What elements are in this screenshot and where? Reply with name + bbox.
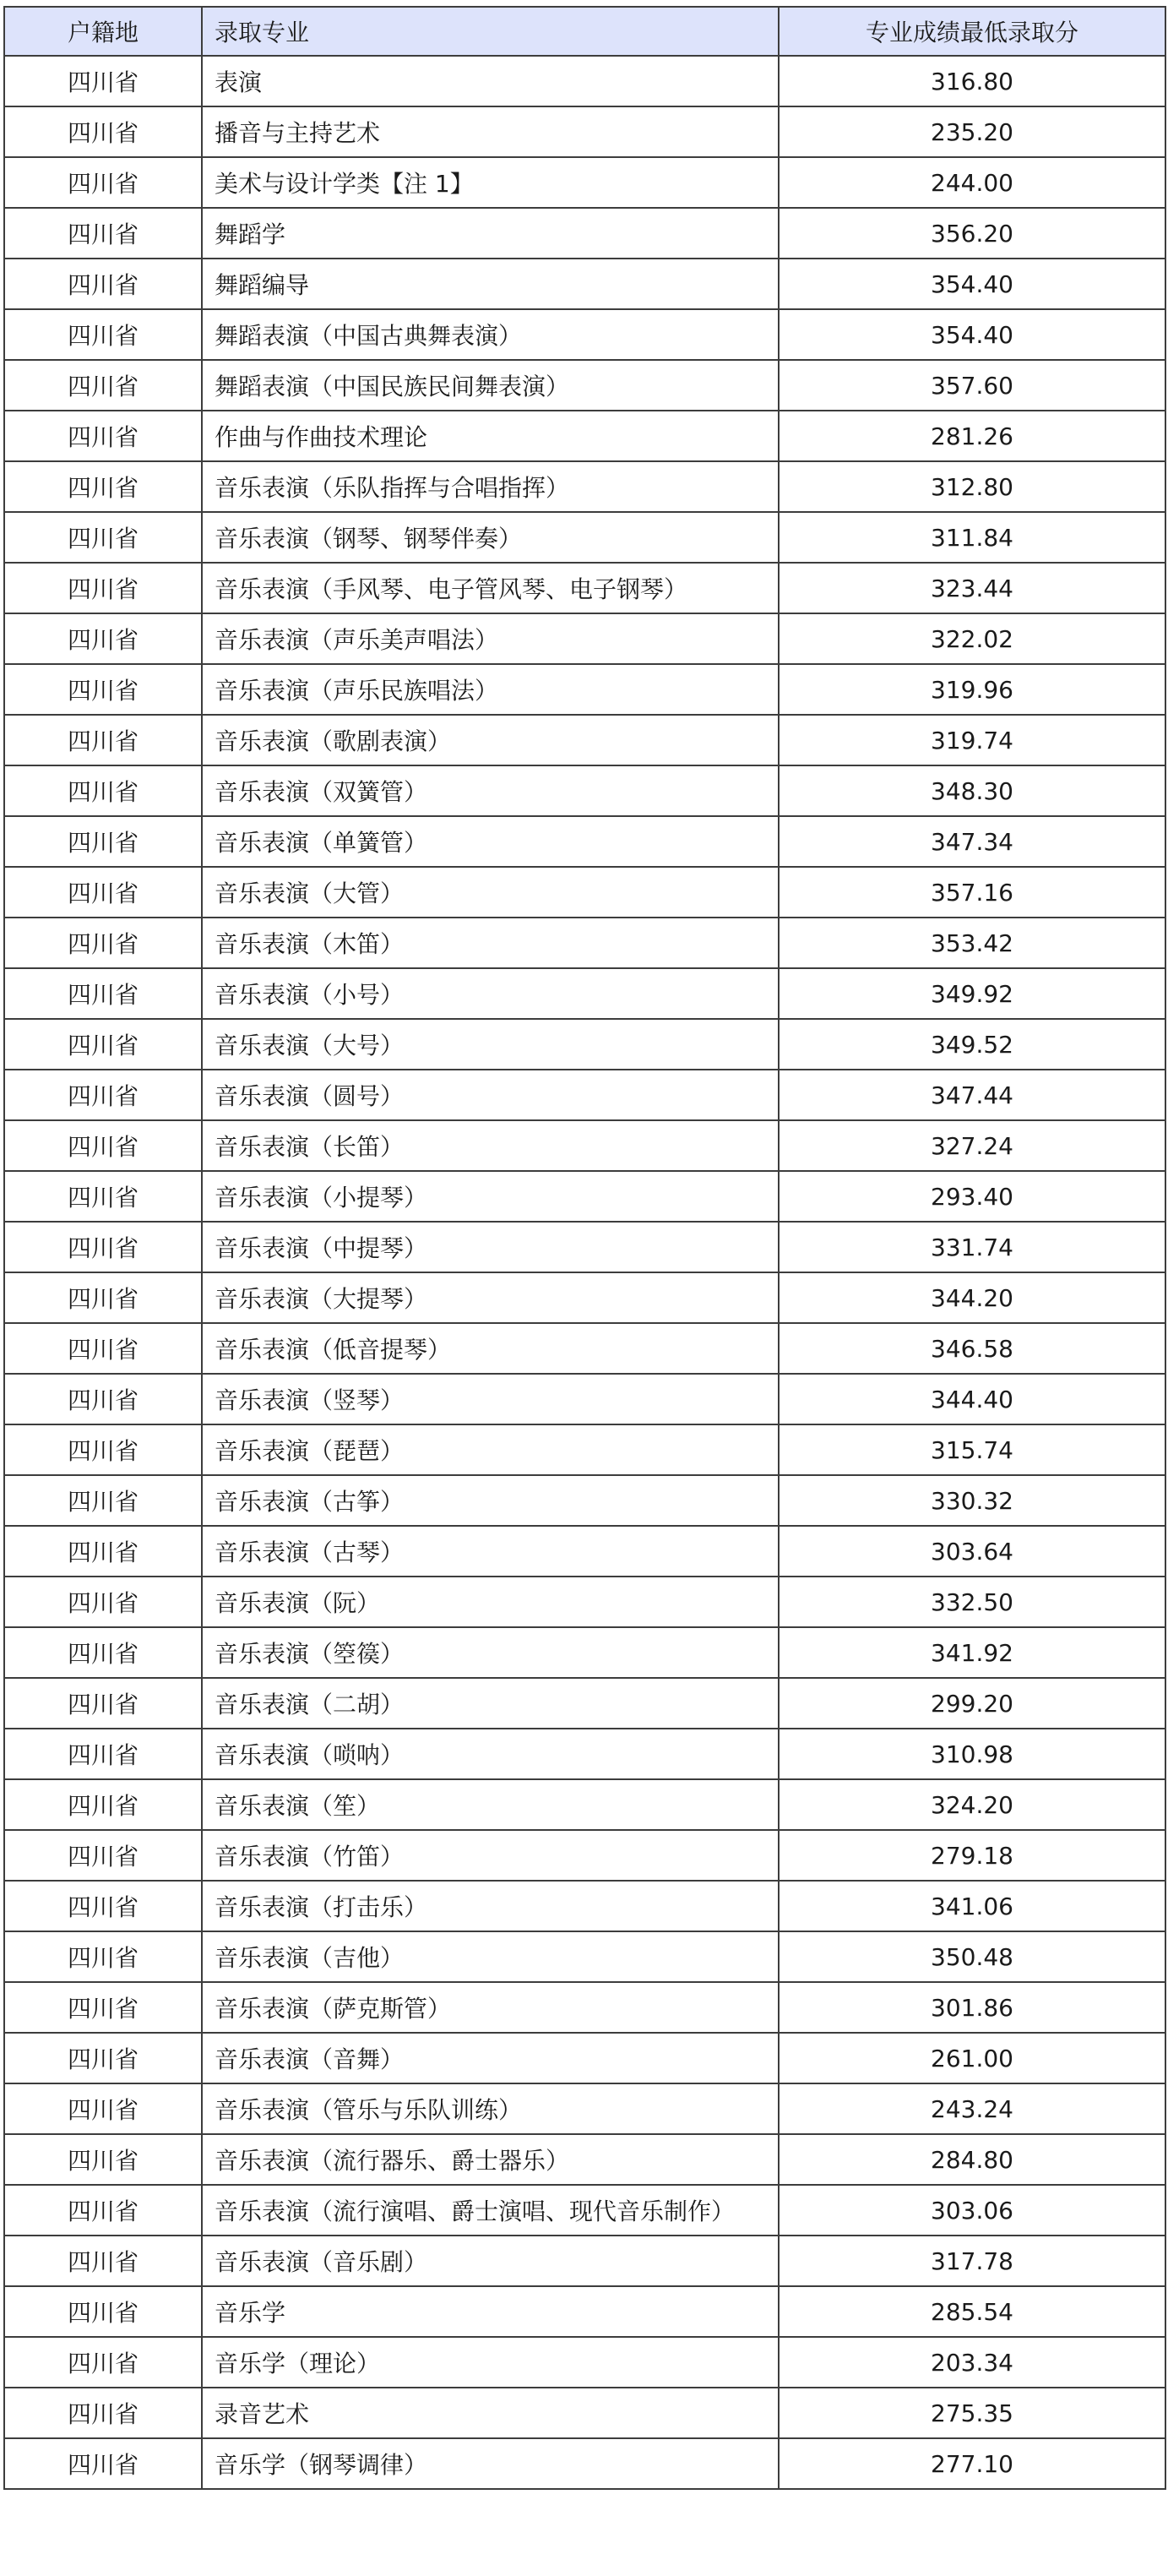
cell-province: 四川省: [4, 106, 202, 157]
cell-major: 音乐表演（钢琴、钢琴伴奏）: [202, 512, 779, 563]
table-row: [4, 1171, 1165, 1222]
cell-province: 四川省: [4, 2337, 202, 2388]
cell-min-score: 357.60: [779, 360, 1165, 411]
table-row: [4, 157, 1165, 208]
cell-province: 四川省: [4, 563, 202, 613]
cell-province: 四川省: [4, 56, 202, 106]
cell-province: 四川省: [4, 1374, 202, 1424]
cell-major: 舞蹈表演（中国民族民间舞表演）: [202, 360, 779, 411]
cell-min-score: 331.74: [779, 1222, 1165, 1272]
table-row: [4, 2134, 1165, 2185]
cell-province: 四川省: [4, 1729, 202, 1779]
cell-major: 音乐表演（萨克斯管）: [202, 1982, 779, 2033]
cell-min-score: 285.54: [779, 2286, 1165, 2337]
cell-min-score: 319.74: [779, 715, 1165, 765]
cell-major: 音乐表演（音乐剧）: [202, 2236, 779, 2286]
cell-province: 四川省: [4, 1171, 202, 1222]
cell-province: 四川省: [4, 360, 202, 411]
table-row: [4, 715, 1165, 765]
table-row: [4, 613, 1165, 664]
cell-major: 音乐表演（箜篌）: [202, 1627, 779, 1678]
table-row: [4, 1678, 1165, 1729]
cell-min-score: 316.80: [779, 56, 1165, 106]
header-row: [4, 7, 1165, 56]
cell-province: 四川省: [4, 1678, 202, 1729]
cell-min-score: 281.26: [779, 411, 1165, 461]
cell-major: 音乐表演（音舞）: [202, 2033, 779, 2083]
cell-province: 四川省: [4, 157, 202, 208]
cell-province: 四川省: [4, 2185, 202, 2236]
cell-province: 四川省: [4, 1272, 202, 1323]
table-row: [4, 309, 1165, 360]
table-row: [4, 2185, 1165, 2236]
cell-min-score: 323.44: [779, 563, 1165, 613]
cell-major: 音乐表演（双簧管）: [202, 765, 779, 816]
table-row: [4, 1881, 1165, 1931]
cell-min-score: 293.40: [779, 1171, 1165, 1222]
cell-province: 四川省: [4, 512, 202, 563]
table-row: [4, 664, 1165, 715]
table-row: [4, 1526, 1165, 1577]
cell-province: 四川省: [4, 259, 202, 309]
cell-min-score: 327.24: [779, 1120, 1165, 1171]
cell-major: 录音艺术: [202, 2388, 779, 2438]
table-body: [4, 56, 1165, 2489]
cell-major: 音乐表演（声乐民族唱法）: [202, 664, 779, 715]
cell-major: 舞蹈编导: [202, 259, 779, 309]
header-province: 户籍地: [4, 7, 202, 56]
cell-province: 四川省: [4, 1019, 202, 1070]
table-row: [4, 867, 1165, 918]
cell-province: 四川省: [4, 1627, 202, 1678]
cell-min-score: 312.80: [779, 461, 1165, 512]
cell-province: 四川省: [4, 2134, 202, 2185]
header-min-score: 专业成绩最低录取分: [779, 7, 1165, 56]
cell-min-score: 330.32: [779, 1475, 1165, 1526]
cell-major: 音乐表演（长笛）: [202, 1120, 779, 1171]
table-row: [4, 512, 1165, 563]
table-row: [4, 816, 1165, 867]
cell-major: 音乐学: [202, 2286, 779, 2337]
cell-min-score: 319.96: [779, 664, 1165, 715]
cell-min-score: 310.98: [779, 1729, 1165, 1779]
cell-min-score: 244.00: [779, 157, 1165, 208]
cell-province: 四川省: [4, 918, 202, 968]
admission-score-sheet: [3, 6, 1165, 2490]
table-row: [4, 2236, 1165, 2286]
cell-min-score: 284.80: [779, 2134, 1165, 2185]
table-row: [4, 1982, 1165, 2033]
table-row: [4, 106, 1165, 157]
cell-major: 音乐表演（单簧管）: [202, 816, 779, 867]
admission-score-table: [3, 6, 1166, 2490]
cell-province: 四川省: [4, 1323, 202, 1374]
cell-major: 音乐表演（琵琶）: [202, 1424, 779, 1475]
table-row: [4, 1424, 1165, 1475]
cell-major: 音乐表演（管乐与乐队训练）: [202, 2083, 779, 2134]
cell-min-score: 332.50: [779, 1577, 1165, 1627]
table-row: [4, 1272, 1165, 1323]
cell-province: 四川省: [4, 816, 202, 867]
cell-province: 四川省: [4, 461, 202, 512]
cell-major: 音乐学（理论）: [202, 2337, 779, 2388]
cell-min-score: 349.92: [779, 968, 1165, 1019]
cell-major: 播音与主持艺术: [202, 106, 779, 157]
cell-min-score: 275.35: [779, 2388, 1165, 2438]
table-row: [4, 2083, 1165, 2134]
cell-min-score: 341.92: [779, 1627, 1165, 1678]
cell-major: 音乐表演（歌剧表演）: [202, 715, 779, 765]
cell-major: 音乐表演（小提琴）: [202, 1171, 779, 1222]
table-row: [4, 56, 1165, 106]
cell-province: 四川省: [4, 664, 202, 715]
cell-major: 音乐表演（二胡）: [202, 1678, 779, 1729]
cell-province: 四川省: [4, 1424, 202, 1475]
cell-major: 表演: [202, 56, 779, 106]
cell-major: 音乐表演（声乐美声唱法）: [202, 613, 779, 664]
table-row: [4, 1627, 1165, 1678]
cell-major: 音乐表演（大管）: [202, 867, 779, 918]
cell-province: 四川省: [4, 2388, 202, 2438]
cell-major: 音乐表演（流行器乐、爵士器乐）: [202, 2134, 779, 2185]
cell-min-score: 348.30: [779, 765, 1165, 816]
cell-province: 四川省: [4, 613, 202, 664]
cell-min-score: 315.74: [779, 1424, 1165, 1475]
cell-province: 四川省: [4, 1577, 202, 1627]
table-row: [4, 259, 1165, 309]
cell-major: 音乐表演（中提琴）: [202, 1222, 779, 1272]
table-row: [4, 1577, 1165, 1627]
table-row: [4, 411, 1165, 461]
cell-province: 四川省: [4, 2438, 202, 2489]
cell-min-score: 299.20: [779, 1678, 1165, 1729]
cell-min-score: 344.40: [779, 1374, 1165, 1424]
table-row: [4, 2337, 1165, 2388]
cell-min-score: 346.58: [779, 1323, 1165, 1374]
cell-min-score: 317.78: [779, 2236, 1165, 2286]
cell-min-score: 303.06: [779, 2185, 1165, 2236]
cell-min-score: 324.20: [779, 1779, 1165, 1830]
cell-province: 四川省: [4, 2083, 202, 2134]
cell-province: 四川省: [4, 1120, 202, 1171]
cell-province: 四川省: [4, 867, 202, 918]
table-row: [4, 1019, 1165, 1070]
cell-major: 音乐表演（手风琴、电子管风琴、电子钢琴）: [202, 563, 779, 613]
cell-province: 四川省: [4, 1881, 202, 1931]
cell-min-score: 356.20: [779, 208, 1165, 259]
cell-province: 四川省: [4, 765, 202, 816]
table-row: [4, 968, 1165, 1019]
cell-min-score: 350.48: [779, 1931, 1165, 1982]
cell-major: 舞蹈学: [202, 208, 779, 259]
cell-major: 音乐表演（乐队指挥与合唱指挥）: [202, 461, 779, 512]
cell-province: 四川省: [4, 968, 202, 1019]
cell-min-score: 311.84: [779, 512, 1165, 563]
cell-major: 音乐表演（流行演唱、爵士演唱、现代音乐制作）: [202, 2185, 779, 2236]
table-row: [4, 1830, 1165, 1881]
cell-min-score: 349.52: [779, 1019, 1165, 1070]
cell-major: 作曲与作曲技术理论: [202, 411, 779, 461]
cell-province: 四川省: [4, 1070, 202, 1120]
cell-min-score: 347.34: [779, 816, 1165, 867]
table-row: [4, 2438, 1165, 2489]
cell-province: 四川省: [4, 1526, 202, 1577]
cell-province: 四川省: [4, 411, 202, 461]
cell-min-score: 303.64: [779, 1526, 1165, 1577]
table-row: [4, 1931, 1165, 1982]
cell-major: 音乐表演（木笛）: [202, 918, 779, 968]
table-row: [4, 1120, 1165, 1171]
cell-major: 音乐表演（大号）: [202, 1019, 779, 1070]
table-row: [4, 1729, 1165, 1779]
cell-major: 音乐表演（唢呐）: [202, 1729, 779, 1779]
table-row: [4, 2033, 1165, 2083]
cell-major: 音乐表演（圆号）: [202, 1070, 779, 1120]
cell-min-score: 353.42: [779, 918, 1165, 968]
cell-major: 音乐表演（吉他）: [202, 1931, 779, 1982]
cell-province: 四川省: [4, 1779, 202, 1830]
cell-min-score: 243.24: [779, 2083, 1165, 2134]
cell-min-score: 347.44: [779, 1070, 1165, 1120]
table-row: [4, 2286, 1165, 2337]
cell-major: 美术与设计学类【注 1】: [202, 157, 779, 208]
cell-province: 四川省: [4, 715, 202, 765]
table-row: [4, 1374, 1165, 1424]
cell-major: 音乐表演（笙）: [202, 1779, 779, 1830]
table-header: [4, 7, 1165, 56]
cell-major: 音乐表演（竖琴）: [202, 1374, 779, 1424]
cell-province: 四川省: [4, 2033, 202, 2083]
cell-min-score: 277.10: [779, 2438, 1165, 2489]
table-row: [4, 1070, 1165, 1120]
cell-major: 舞蹈表演（中国古典舞表演）: [202, 309, 779, 360]
table-row: [4, 208, 1165, 259]
cell-min-score: 261.00: [779, 2033, 1165, 2083]
table-row: [4, 563, 1165, 613]
cell-min-score: 235.20: [779, 106, 1165, 157]
table-row: [4, 2388, 1165, 2438]
header-major: 录取专业: [202, 7, 779, 56]
cell-province: 四川省: [4, 2286, 202, 2337]
cell-province: 四川省: [4, 2236, 202, 2286]
cell-province: 四川省: [4, 309, 202, 360]
cell-min-score: 203.34: [779, 2337, 1165, 2388]
table-row: [4, 1323, 1165, 1374]
cell-major: 音乐表演（低音提琴）: [202, 1323, 779, 1374]
cell-min-score: 279.18: [779, 1830, 1165, 1881]
table-row: [4, 918, 1165, 968]
table-row: [4, 1475, 1165, 1526]
cell-major: 音乐表演（古筝）: [202, 1475, 779, 1526]
cell-major: 音乐表演（小号）: [202, 968, 779, 1019]
cell-min-score: 354.40: [779, 309, 1165, 360]
cell-province: 四川省: [4, 1830, 202, 1881]
cell-province: 四川省: [4, 208, 202, 259]
cell-major: 音乐表演（打击乐）: [202, 1881, 779, 1931]
cell-major: 音乐表演（古琴）: [202, 1526, 779, 1577]
cell-min-score: 341.06: [779, 1881, 1165, 1931]
cell-major: 音乐表演（竹笛）: [202, 1830, 779, 1881]
table-row: [4, 765, 1165, 816]
cell-province: 四川省: [4, 1931, 202, 1982]
cell-min-score: 301.86: [779, 1982, 1165, 2033]
cell-min-score: 354.40: [779, 259, 1165, 309]
cell-major: 音乐表演（阮）: [202, 1577, 779, 1627]
cell-min-score: 357.16: [779, 867, 1165, 918]
table-row: [4, 360, 1165, 411]
cell-province: 四川省: [4, 1475, 202, 1526]
cell-min-score: 322.02: [779, 613, 1165, 664]
table-row: [4, 1779, 1165, 1830]
cell-province: 四川省: [4, 1222, 202, 1272]
cell-major: 音乐学（钢琴调律）: [202, 2438, 779, 2489]
cell-min-score: 344.20: [779, 1272, 1165, 1323]
table-row: [4, 461, 1165, 512]
cell-province: 四川省: [4, 1982, 202, 2033]
table-row: [4, 1222, 1165, 1272]
cell-major: 音乐表演（大提琴）: [202, 1272, 779, 1323]
